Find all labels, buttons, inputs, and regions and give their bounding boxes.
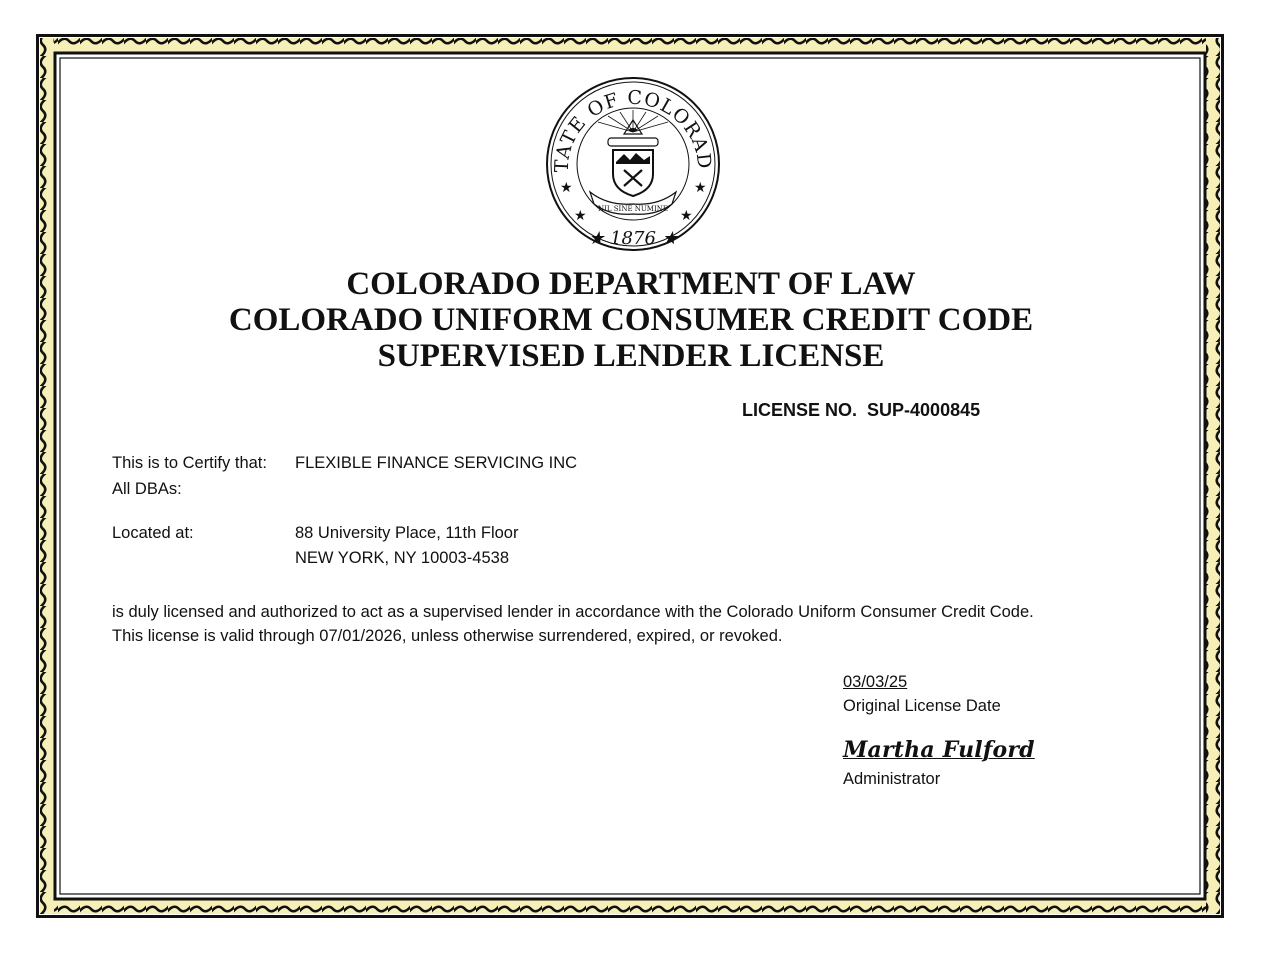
address-line-1: 88 University Place, 11th Floor: [295, 524, 519, 542]
administrator-signature: Martha Fulford: [843, 737, 1035, 763]
svg-text:STATE OF COLORADO: TATE OF COLORAD: [550, 86, 716, 173]
license-number-row: [742, 400, 980, 421]
title-line-license-type: SUPERVISED LENDER LICENSE: [377, 338, 885, 374]
license-number-value: SUP-4000845: [867, 400, 981, 420]
certificate-title: [0, 266, 1262, 374]
statement-line-1: is duly licensed and authorized to act as a supervised lender in accordance with the Colorado Uniform Consumer Credit Code.: [112, 603, 1034, 621]
location-label: Located at:: [112, 524, 194, 542]
administrator-title: Administrator: [843, 770, 941, 788]
state-seal-icon: [538, 74, 728, 254]
title-line-department: COLORADO DEPARTMENT OF LAW: [346, 266, 916, 302]
license-number-label: LICENSE NO.: [742, 400, 858, 420]
title-line-code: COLORADO UNIFORM CONSUMER CREDIT CODE: [228, 302, 1034, 338]
address-line-2: NEW YORK, NY 10003-4538: [295, 549, 510, 567]
original-license-date-label: Original License Date: [843, 697, 1001, 715]
original-license-date: 03/03/25: [843, 673, 908, 691]
svg-text:NIL SINE NUMINE: NIL SINE NUMINE: [598, 205, 668, 213]
svg-text:★: ★: [560, 179, 573, 195]
statement-line-2: This license is valid through 07/01/2026, unless otherwise surrendered, expired, or revoked.: [112, 627, 783, 645]
licensee-name: FLEXIBLE FINANCE SERVICING INC: [295, 454, 578, 472]
svg-text:★: ★: [680, 207, 693, 223]
svg-text:★: ★: [694, 179, 707, 195]
dba-label: All DBAs:: [112, 480, 182, 498]
certify-label: This is to Certify that:: [112, 454, 267, 472]
svg-text:★ 1876 ★: ★ 1876 ★: [588, 228, 678, 249]
svg-text:★: ★: [574, 207, 587, 223]
